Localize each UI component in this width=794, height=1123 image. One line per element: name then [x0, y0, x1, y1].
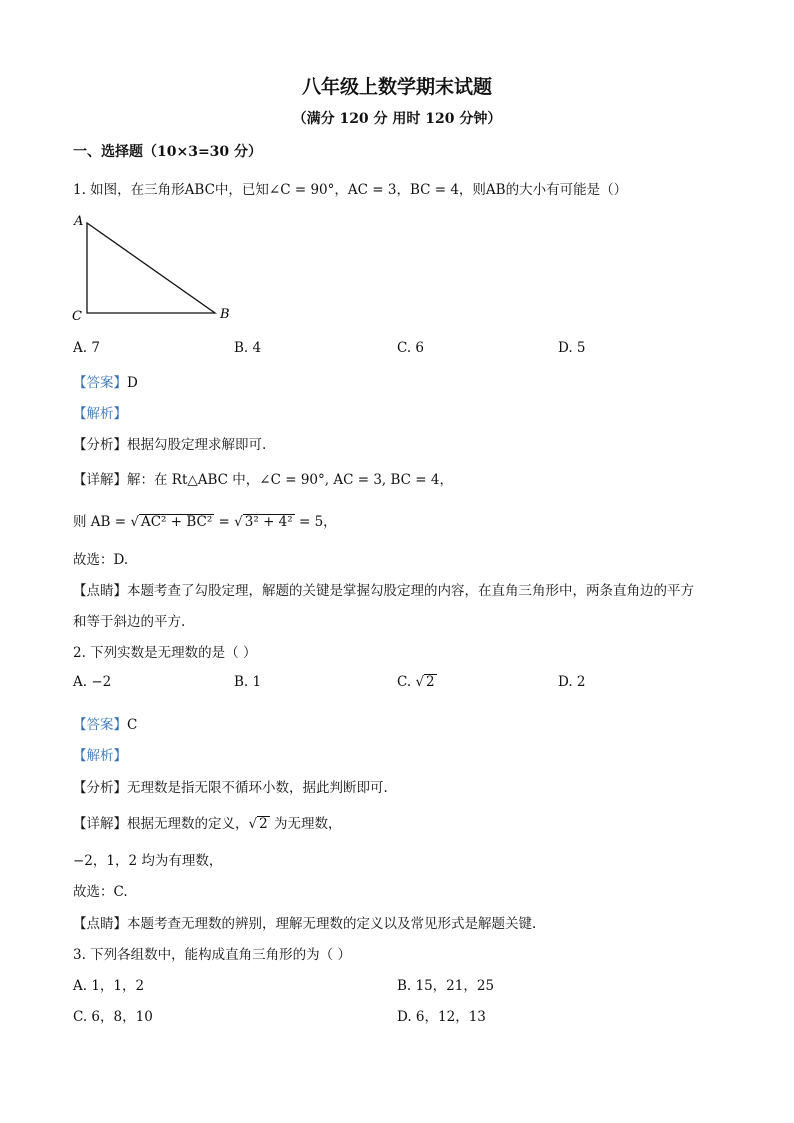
fenxi-label: 【分析】: [73, 437, 127, 453]
q1-option-c: C. 6: [397, 340, 425, 356]
dianjing-label: 【点睛】: [73, 916, 127, 932]
vertex-c-label: C: [72, 309, 82, 324]
q2-option-a: A. −2: [73, 674, 112, 690]
q2-fenxi: [73, 776, 388, 796]
vertex-b-label: B: [220, 307, 230, 322]
formula-radicand-2: 3² + 4²: [244, 514, 293, 530]
q3-option-d: D. 6，12，13: [397, 1009, 486, 1025]
answer-label: 【答案】: [73, 717, 127, 733]
fenxi-text: 根据勾股定理求解即可.: [127, 437, 267, 453]
q2-option-b: B. 1: [234, 674, 262, 690]
answer-value: D: [127, 375, 138, 391]
fenxi-text: 无理数是指无限不循环小数，据此判断即可.: [127, 780, 388, 796]
dianjing-text-1: 本题考查了勾股定理，解题的关键是掌握勾股定理的内容，在直角三角形中，两条直角边的平方: [127, 583, 694, 599]
q1-option-d: D. 5: [558, 340, 586, 356]
q2-option-d: D. 2: [558, 674, 586, 690]
q1-fenxi: [73, 433, 266, 453]
dianjing-label: 【点睛】: [73, 583, 127, 599]
q1-stem: 1. 如图，在三角形ABC中，已知∠C = 90°，AC = 3，BC = 4，则AB的大小有可能是（）: [73, 182, 628, 198]
vertex-a-label: A: [74, 214, 84, 229]
q2-answer: [73, 713, 137, 733]
q2-dianjing: [73, 912, 536, 932]
xiangjie-label: 【详解】: [73, 472, 127, 488]
q1-answer: [73, 371, 138, 391]
q2-stem: 2. 下列实数是无理数的是（ ）: [73, 645, 257, 661]
xiangjie-post: 为无理数，: [269, 816, 342, 832]
xiangjie-radicand: 2: [259, 816, 268, 832]
fenxi-label: 【分析】: [73, 780, 127, 796]
page-subtitle: （满分 120 分 用时 120 分钟）: [292, 111, 502, 127]
q2-option-c: [397, 674, 437, 690]
q2-conclusion: 故选：C.: [73, 884, 128, 900]
dianjing-text: 本题考查无理数的辨别，理解无理数的定义以及常见形式是解题关键.: [127, 916, 537, 932]
xiangjie-text: 解：在 Rt△ABC 中，∠C = 90°, AC = 3, BC = 4，: [127, 472, 453, 488]
q3-option-b: B. 15，21，25: [397, 978, 495, 994]
section-heading: 一、选择题（10×3=30 分）: [73, 144, 263, 160]
sqrt-icon: √: [130, 514, 139, 530]
q2-line2: −2，1，2 均为有理数，: [73, 853, 223, 869]
answer-value: C: [127, 717, 138, 733]
formula-mid: =: [214, 514, 235, 530]
option-c-label: C.: [397, 674, 412, 690]
q3-option-c: C. 6，8，10: [73, 1009, 153, 1025]
option-c-radicand: 2: [426, 674, 435, 690]
q1-conclusion: 故选：D.: [73, 552, 129, 568]
sqrt-icon: √: [234, 514, 243, 530]
jiexi-label: 【解析】: [73, 406, 127, 422]
page-title: 八年级上数学期末试题: [301, 76, 492, 98]
q1-option-b: B. 4: [234, 340, 262, 356]
q2-jiexi: [73, 744, 127, 764]
formula-pre: 则 AB =: [73, 514, 131, 530]
sqrt-icon: √: [248, 816, 258, 832]
q3-stem: 3. 下列各组数中，能构成直角三角形的为（ ）: [73, 947, 351, 963]
xiangjie-pre: 根据无理数的定义，: [127, 816, 249, 832]
q1-dianjing-cont: 和等于斜边的平方.: [73, 614, 186, 630]
sqrt-icon: √: [415, 674, 425, 690]
q1-formula: [73, 510, 337, 530]
formula-radicand-1: AC² + BC²: [140, 514, 213, 530]
answer-label: 【答案】: [73, 375, 127, 391]
q2-xiangjie: [73, 812, 342, 832]
q1-triangle-figure: [70, 210, 240, 325]
formula-post: = 5，: [294, 514, 337, 530]
xiangjie-label: 【详解】: [73, 816, 127, 832]
q1-xiangjie: [73, 468, 453, 488]
q1-dianjing: [73, 579, 694, 599]
q1-jiexi: [73, 402, 127, 422]
jiexi-label: 【解析】: [73, 748, 127, 764]
q1-option-a: A. 7: [73, 340, 100, 356]
triangle-shape: [87, 223, 215, 313]
q3-option-a: A. 1，1，2: [73, 978, 145, 994]
